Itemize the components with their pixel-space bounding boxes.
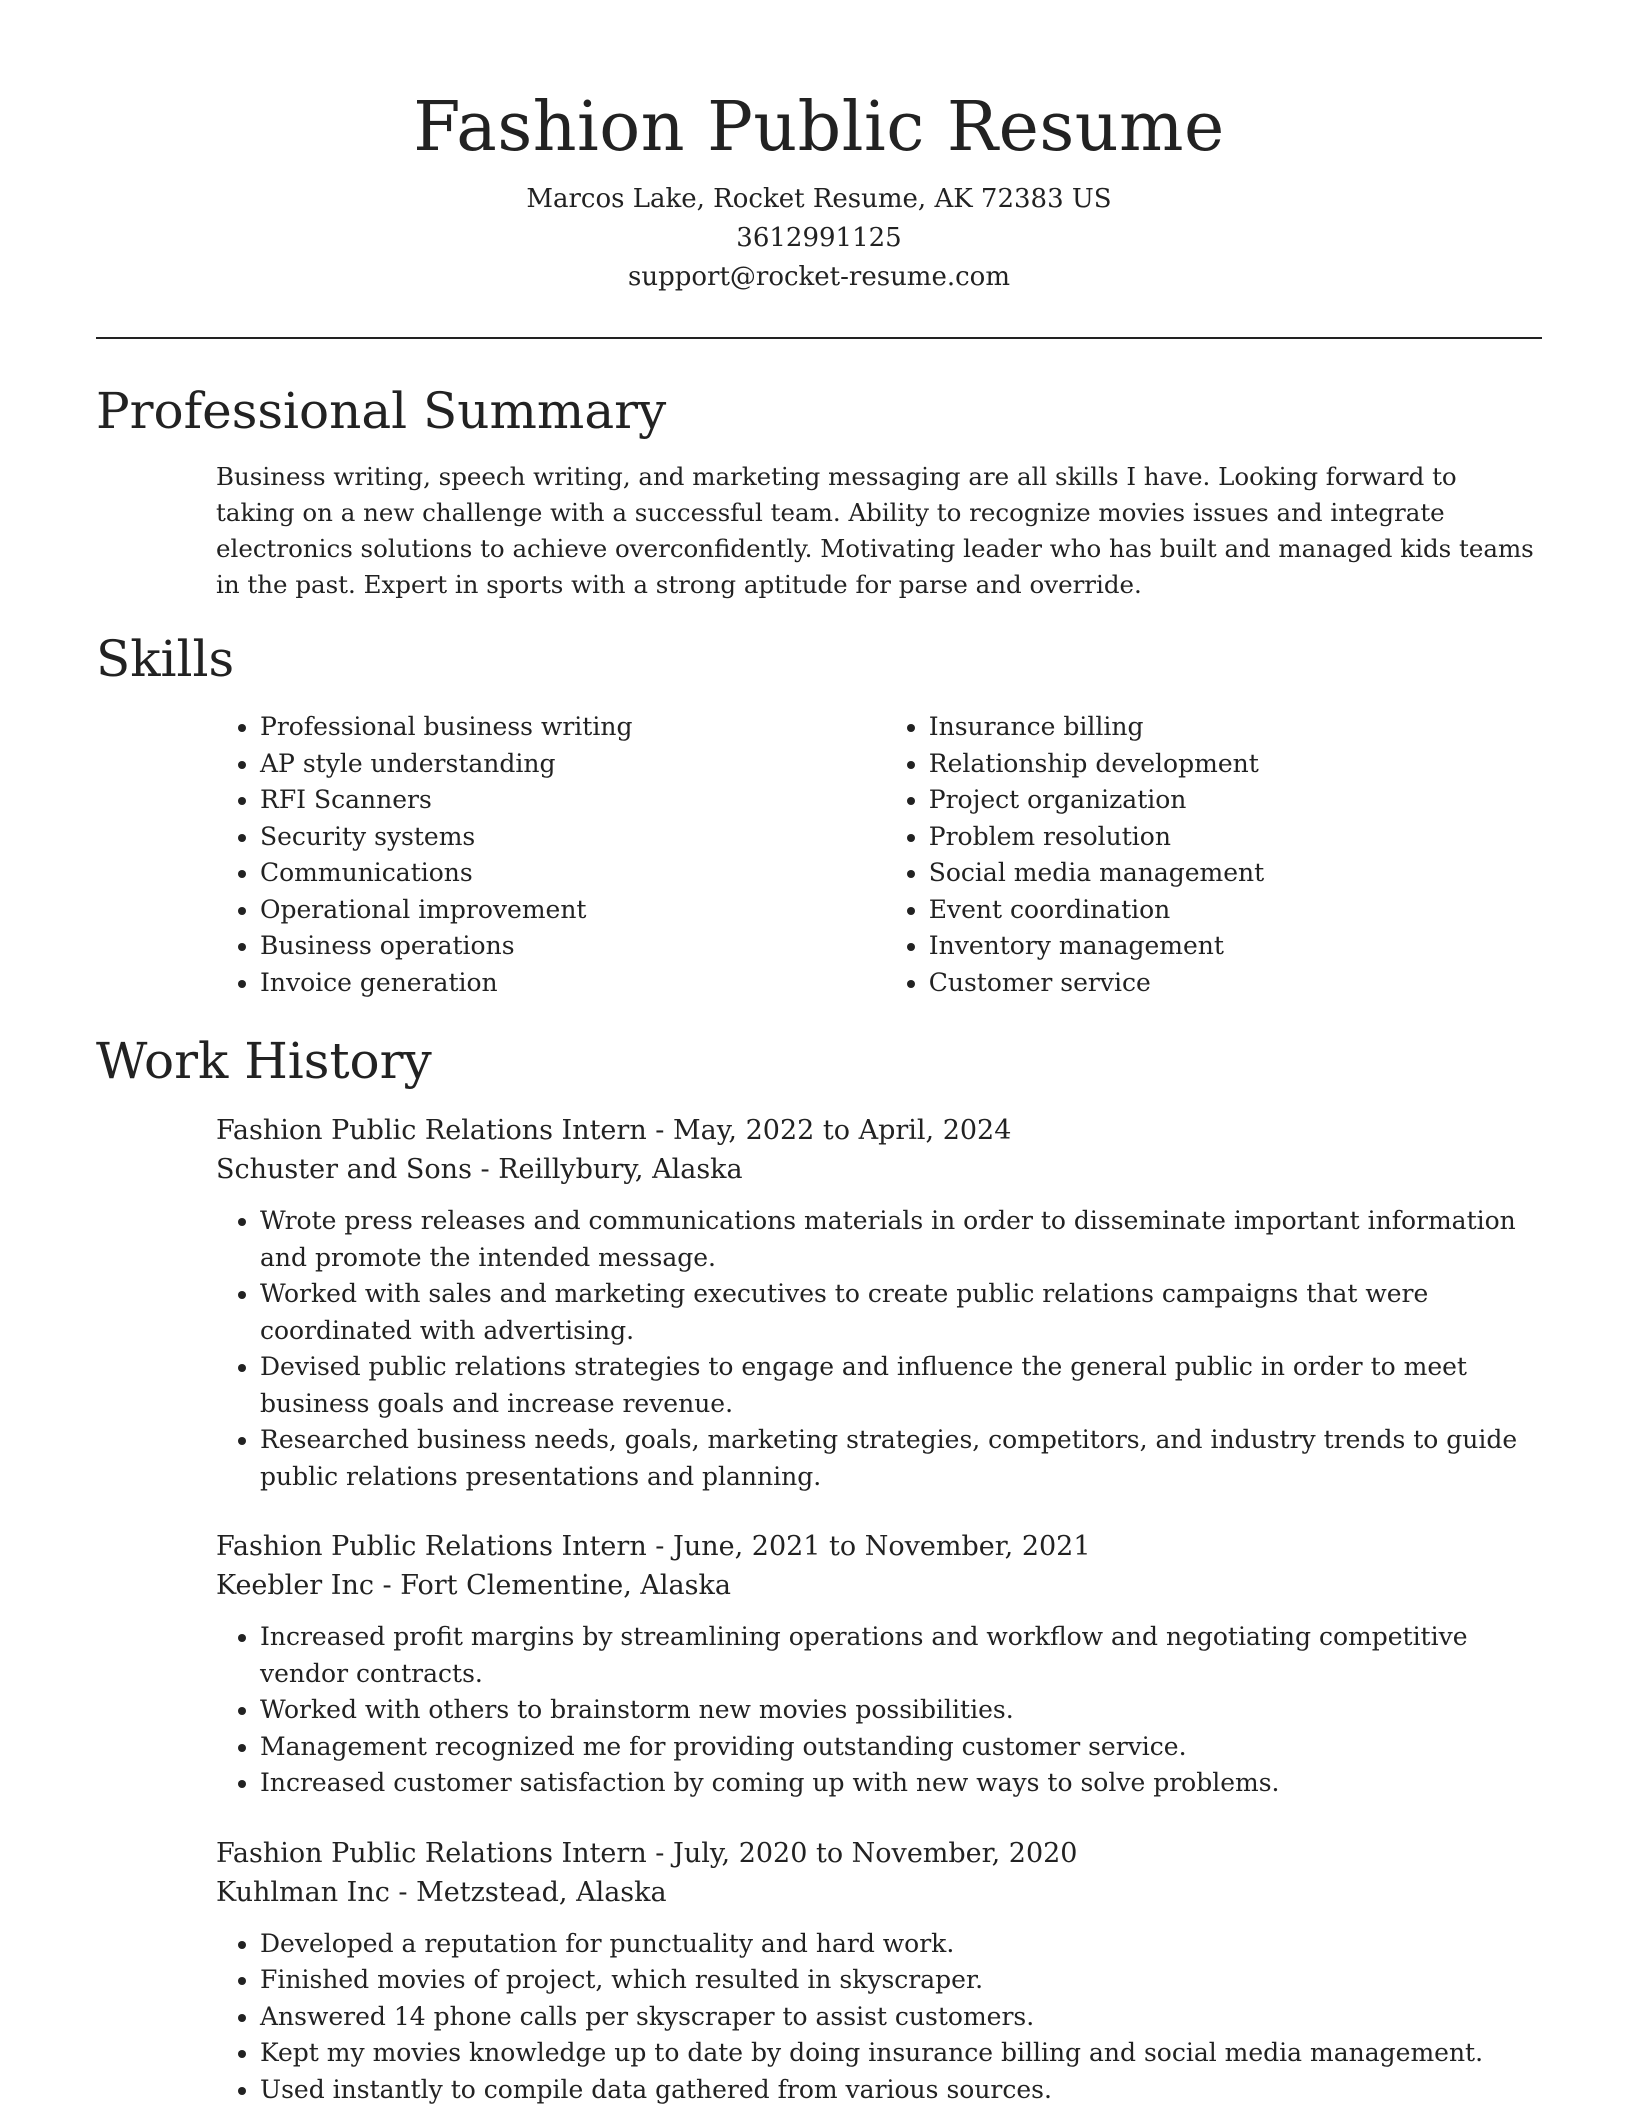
job-company: Schuster and Sons [216, 1154, 472, 1185]
list-item: • Wrote press releases and communications materials in order to disseminate important information and promote the intended message. [260, 1203, 1542, 1276]
job-company-line: Keebler Inc - Fort Clementine, Alaska [216, 1570, 731, 1601]
skill-item: • Operational improvement [260, 892, 885, 929]
skill-item: • Event coordination [929, 892, 1542, 929]
job-role: Fashion Public Relations Intern [216, 1837, 647, 1869]
list-item: • Finished movies of project, which resulted in skyscraper. [260, 1962, 1542, 1999]
job-bullets [216, 1203, 1542, 1495]
job-entry [216, 1111, 1542, 1495]
job-company-line: Schuster and Sons - Reillybury, Alaska [216, 1154, 743, 1185]
list-item: • Kept my movies knowledge up to date by doing insurance billing and social media management. [260, 2035, 1542, 2072]
job-bullets [216, 1619, 1542, 1802]
contact-email: support@rocket-resume.com [627, 262, 1010, 292]
skill-item: • Insurance billing [929, 709, 1542, 746]
summary-text: Business writing, speech writing, and marketing messaging are all skills I have. Looking forward to taking on a new challenge with a successful team. Ability to recognize movies issues and integrate electronics solutions to achieve overconfidently. Motivating leader who has built and managed kids teams in the past. Expert in sports with a strong aptitude for parse and override. [216, 462, 1534, 599]
job-role: Fashion Public Relations Intern [216, 1115, 647, 1146]
job-role: Fashion Public Relations Intern [216, 1531, 647, 1562]
summary-heading: Professional Summary [96, 382, 667, 440]
list-item: • Increased profit margins by streamlining operations and workflow and negotiating competitive vendor contracts. [260, 1619, 1542, 1692]
job-dates: July, 2020 to November, 2020 [673, 1837, 1078, 1869]
work-history-heading: Work History [96, 1032, 432, 1090]
contact-address: Marcos Lake, Rocket Resume, AK 72383 US [526, 184, 1112, 214]
skills-list-right [885, 709, 1542, 1001]
skill-item: • AP style understanding [260, 746, 885, 783]
skills-list-left [216, 709, 885, 1001]
skill-item: • Relationship development [929, 746, 1542, 783]
header-divider [96, 337, 1542, 339]
job-bullets [216, 1926, 1542, 2109]
skill-item: • Invoice generation [260, 965, 885, 1002]
job-location: Fort Clementine, Alaska [400, 1570, 731, 1601]
job-dates: June, 2021 to November, 2021 [673, 1531, 1091, 1562]
list-item: • Developed a reputation for punctuality and hard work. [260, 1926, 1542, 1963]
skills-heading: Skills [96, 630, 235, 688]
list-item: • Worked with others to brainstorm new movies possibilities. [260, 1692, 1542, 1729]
job-dates: May, 2022 to April, 2024 [673, 1115, 1012, 1146]
job-company-line: Kuhlman Inc - Metzstead, Alaska [216, 1876, 667, 1908]
skill-item: • Communications [260, 855, 885, 892]
job-title-line: Fashion Public Relations Intern - May, 2022 to April, 2024 [216, 1115, 1012, 1146]
skill-item: • Social media management [929, 855, 1542, 892]
job-location: Metzstead, Alaska [416, 1876, 667, 1908]
contact-block [96, 180, 1542, 297]
skill-item: • Business operations [260, 928, 885, 965]
contact-phone: 3612991125 [736, 223, 902, 253]
job-company: Kuhlman Inc [216, 1876, 390, 1908]
list-item: • Used instantly to compile data gathered from various sources. [260, 2072, 1542, 2109]
list-item: • Researched business needs, goals, marketing strategies, competitors, and industry trends to guide public relations presentations and planning. [260, 1422, 1542, 1495]
skill-item: • Inventory management [929, 928, 1542, 965]
job-title-line: Fashion Public Relations Intern - July, 2020 to November, 2020 [216, 1837, 1078, 1869]
list-item: • Increased customer satisfaction by coming up with new ways to solve problems. [260, 1765, 1542, 1802]
skill-item: • RFI Scanners [260, 782, 885, 819]
list-item: • Worked with sales and marketing executives to create public relations campaigns that were coordinated with advertising. [260, 1276, 1542, 1349]
list-item: • Management recognized me for providing outstanding customer service. [260, 1729, 1542, 1766]
skill-item: • Problem resolution [929, 819, 1542, 856]
resume-name: Fashion Public Resume [413, 88, 1225, 167]
skill-item: • Customer service [929, 965, 1542, 1002]
job-title-line: Fashion Public Relations Intern - June, 2021 to November, 2021 [216, 1531, 1091, 1562]
skill-item: • Project organization [929, 782, 1542, 819]
skills-columns [216, 709, 1542, 1001]
skill-item: • Security systems [260, 819, 885, 856]
skill-item: • Professional business writing [260, 709, 885, 746]
job-entry [216, 1834, 1542, 2109]
list-item: • Devised public relations strategies to engage and influence the general public in order to meet business goals and increase revenue. [260, 1349, 1542, 1422]
job-entry [216, 1527, 1542, 1802]
job-location: Reillybury, Alaska [498, 1154, 743, 1185]
job-company: Keebler Inc [216, 1570, 374, 1601]
list-item: • Answered 14 phone calls per skyscraper to assist customers. [260, 1999, 1542, 2036]
resume-page [96, 0, 1542, 2108]
